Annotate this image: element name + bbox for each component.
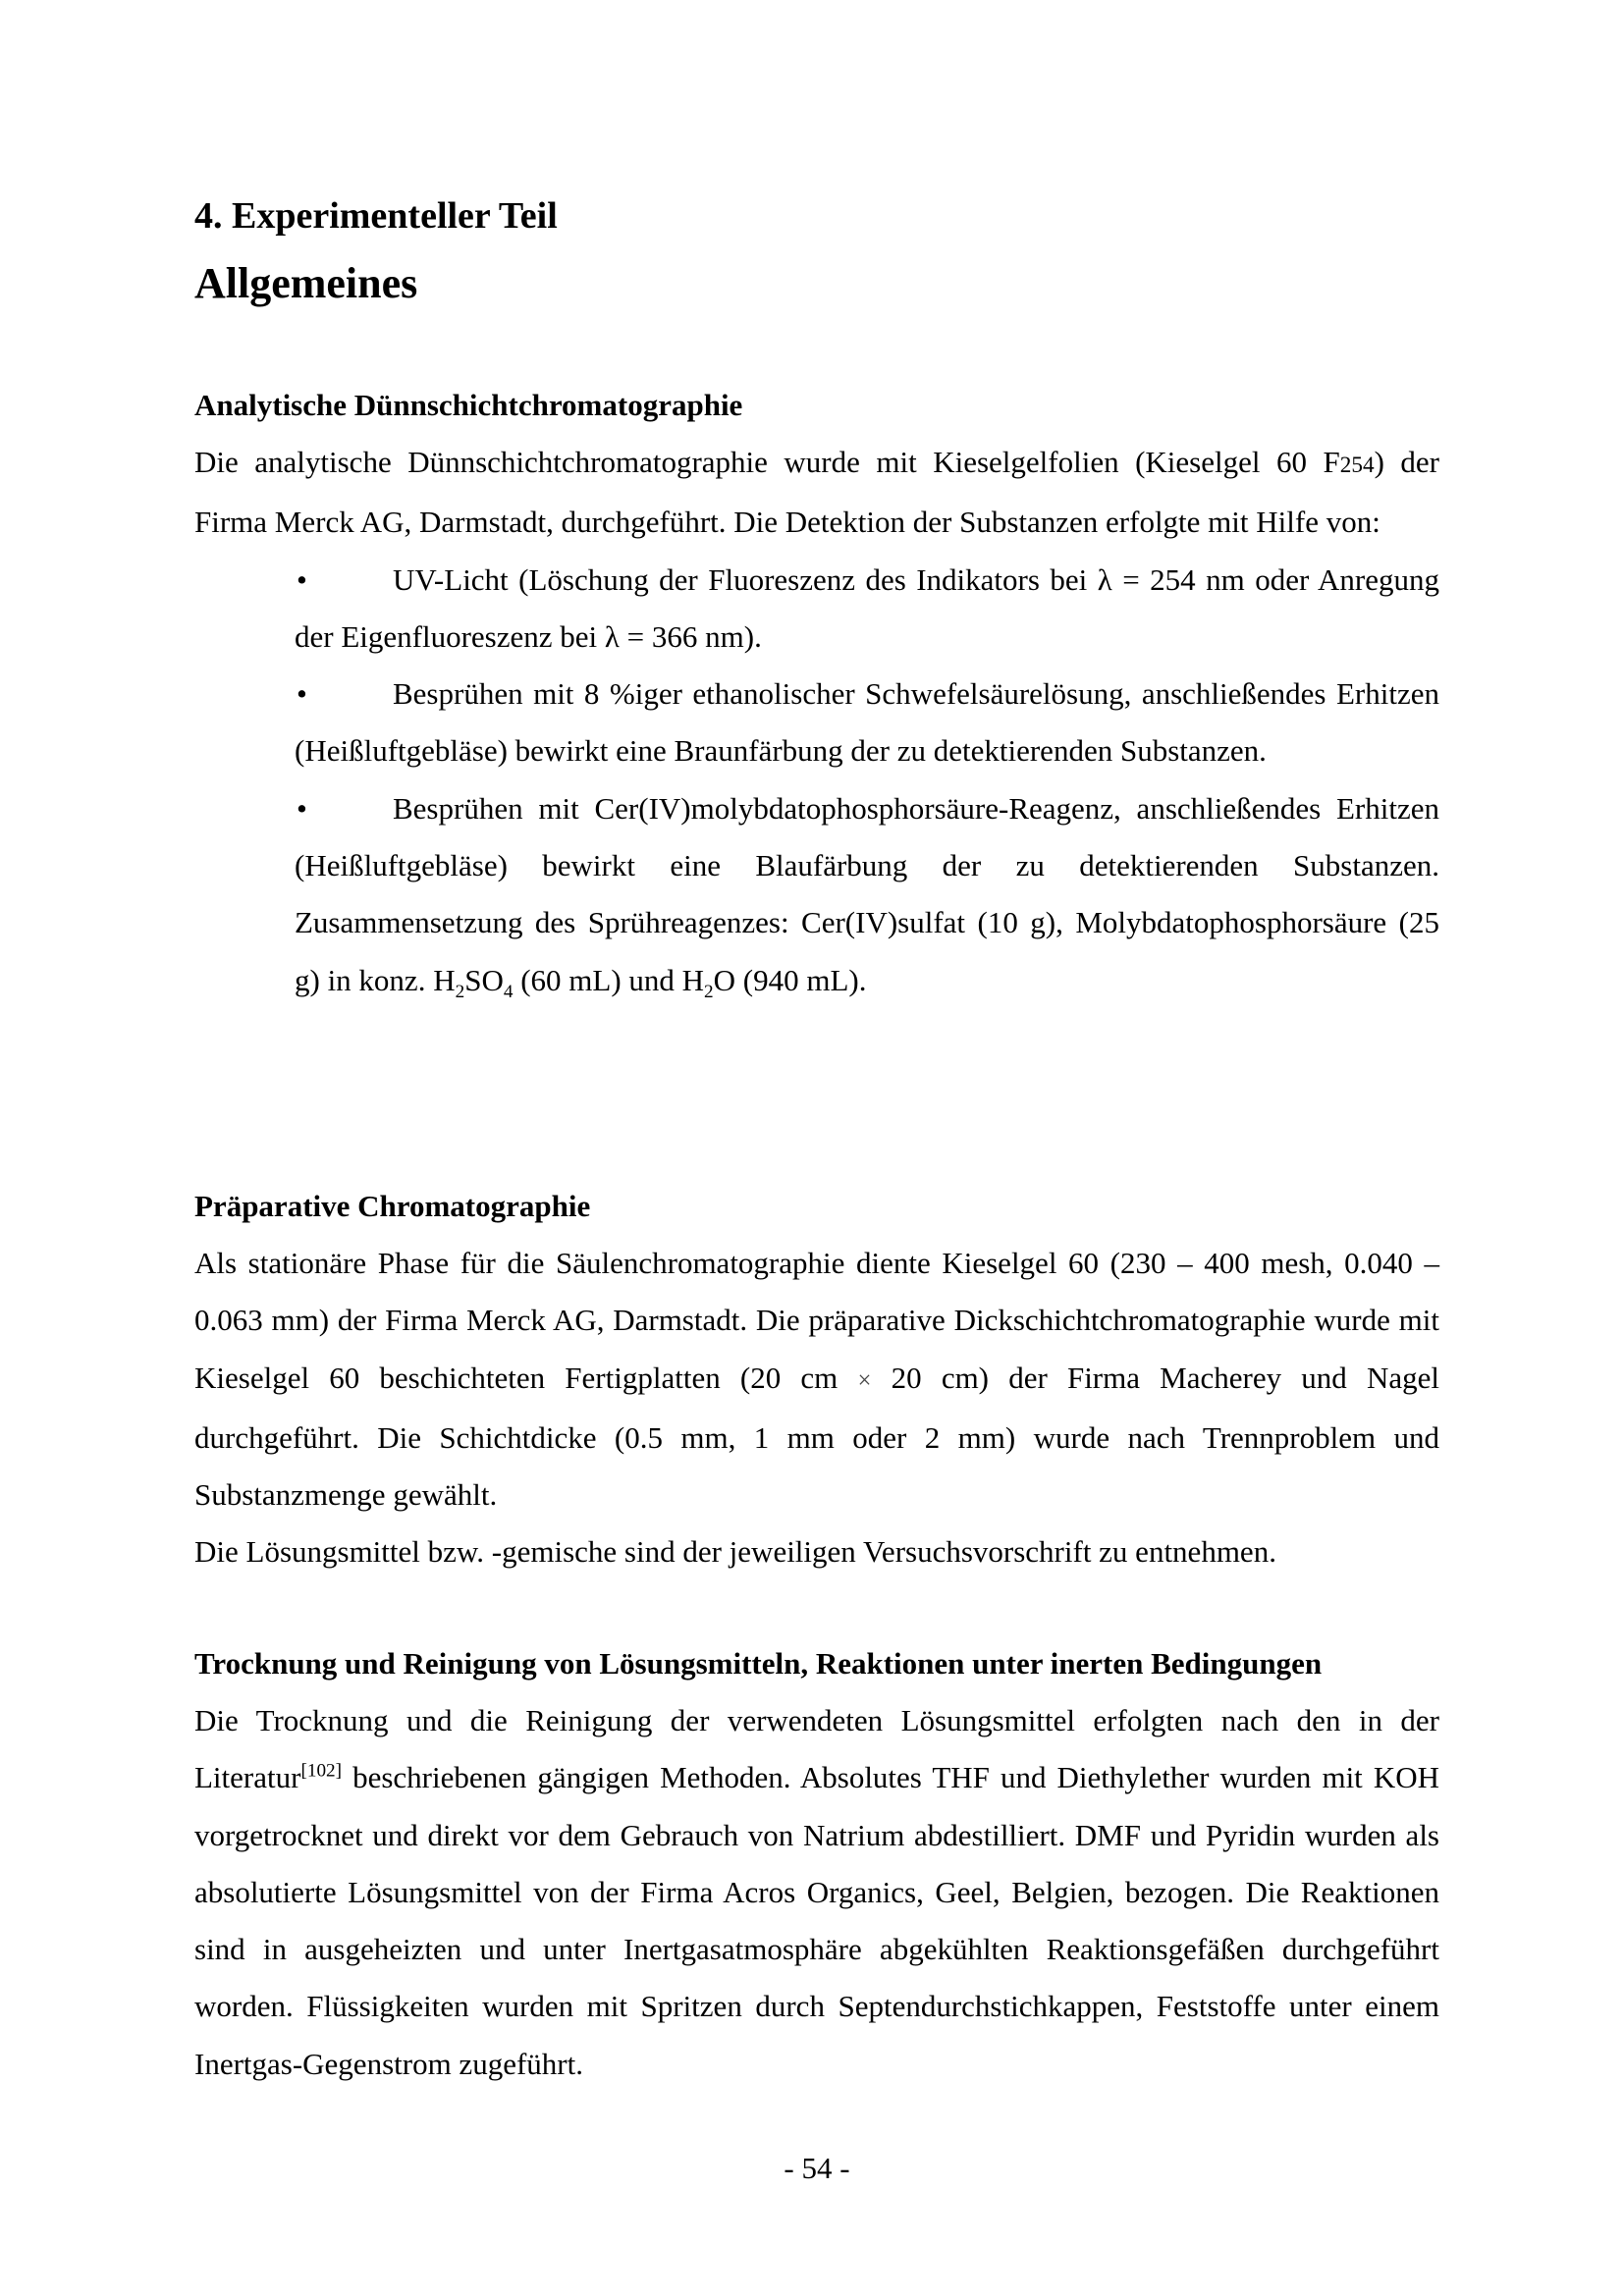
- prep-heading: Präparative Chromatographie: [194, 1189, 591, 1223]
- list-item: [295, 780, 1439, 1009]
- tlc-intro-text-a: Die analytische Dünnschichtchromatographie wurde mit Kieselgelfolien (Kieselgel 60 F: [194, 445, 1340, 479]
- prep-solvents-note: Die Lösungsmittel bzw. -gemische sind der jeweiligen Versuchsvorschrift zu entnehmen.: [194, 1534, 1276, 1570]
- page-number: - 54 -: [784, 2151, 850, 2185]
- prep-text-b: 20 cm) der Firma Macherey und Nagel durchgeführt. Die Schichtdicke (0.5 mm, 1 mm oder 2 mm) wurde nach Trennproblem und Substanzmenge gewählt.: [194, 1360, 1439, 1513]
- drying-text-a: Die Trocknung und die Reinigung der verwendeten Lösungsmittel erfolgten nach den in der Literatur: [194, 1703, 1439, 1795]
- bullet-text: Besprühen mit 8 %iger ethanolischer Schwefelsäurelösung, anschließendes Erhitzen (Heißluftgebläse) bewirkt eine Braunfärbung der zu detektierenden Substanzen.: [295, 676, 1439, 769]
- times-symbol: ×: [857, 1366, 872, 1394]
- bullet-icon: •: [297, 561, 307, 597]
- prep-text-a: Als stationäre Phase für die Säulenchromatographie diente Kieselgel 60 (230 – 400 mesh, 0.040 – 0.063 mm) der Firma Merck AG, Darmstadt. Die präparative Dickschichtchromatographie wurde mit Kieselgel 60 beschichteten Fertigplatten (20 cm: [194, 1246, 1439, 1395]
- subscript: 2: [455, 981, 465, 1002]
- section-drying: [194, 1635, 1439, 2093]
- bullet-icon: •: [297, 790, 307, 826]
- prep-paragraph: [194, 1235, 1439, 1523]
- drying-text-b: beschriebenen gängigen Methoden. Absolutes THF und Diethylether wurden mit KOH vorgetrocknet und direkt vor dem Gebrauch von Natrium abdestilliert. DMF und Pyridin wurden als absolutierte Lösungsmittel von der Firma Acros Organics, Geel, Belgien, bezogen. Die Reaktionen sind in ausgeheizten und unter Inertgasatmosphäre abgekühlten Reaktionsgefäßen durchgeführt worden. Flüssigkeiten wurden mit Spritzen durch Septendurchstichkappen, Feststoffe unter einem Inertgas-Gegenstrom zugeführt.: [194, 1760, 1439, 2081]
- list-item: [295, 552, 1439, 667]
- tlc-intro-text-b: ) der Firma Merck AG, Darmstadt, durchgeführt. Die Detektion der Substanzen erfolgte mit Hilfe von:: [194, 445, 1439, 540]
- bullet-text-a: Besprühen mit Cer(IV)molybdatophosphorsäure-Reagenz, anschließendes Erhitzen (Heißluftgebläse) bewirkt eine Blaufärbung der zu detektierenden Substanzen. Zusammensetzung des Sprühreagenzes: Cer(IV)sulfat (10 g), Molybdatophosphorsäure (25 g) in konz. H: [295, 790, 1439, 997]
- tlc-intro: [194, 434, 1439, 552]
- subscript: 4: [503, 981, 514, 1002]
- section-title-allgemeines: Allgemeines: [194, 259, 418, 307]
- tlc-intro-subscript: 254: [1339, 453, 1375, 478]
- section-tlc: [194, 377, 1439, 1009]
- bullet-text-b: SO: [464, 962, 504, 997]
- detection-list: [194, 552, 1439, 1009]
- bullet-text-c: (60 mL) und H: [513, 962, 705, 997]
- subscript: 2: [704, 981, 714, 1002]
- chapter-title: 4. Experimenteller Teil: [194, 195, 558, 237]
- drying-paragraph: [194, 1692, 1439, 2093]
- bullet-icon: •: [297, 676, 307, 712]
- reference-superscript: [102]: [300, 1760, 343, 1782]
- bullet-text-d: O (940 mL).: [713, 962, 867, 997]
- list-item: [295, 666, 1439, 780]
- document-page: [194, 0, 1439, 2296]
- bullet-text: UV-Licht (Löschung der Fluoreszenz des Indikators bei λ = 254 nm oder Anregung der Eigenfluoreszenz bei λ = 366 nm).: [295, 561, 1439, 654]
- drying-heading: Trocknung und Reinigung von Lösungsmitteln, Reaktionen unter inerten Bedingungen: [194, 1646, 1323, 1681]
- tlc-heading: Analytische Dünnschichtchromatographie: [194, 388, 743, 422]
- section-prep: [194, 1178, 1439, 1581]
